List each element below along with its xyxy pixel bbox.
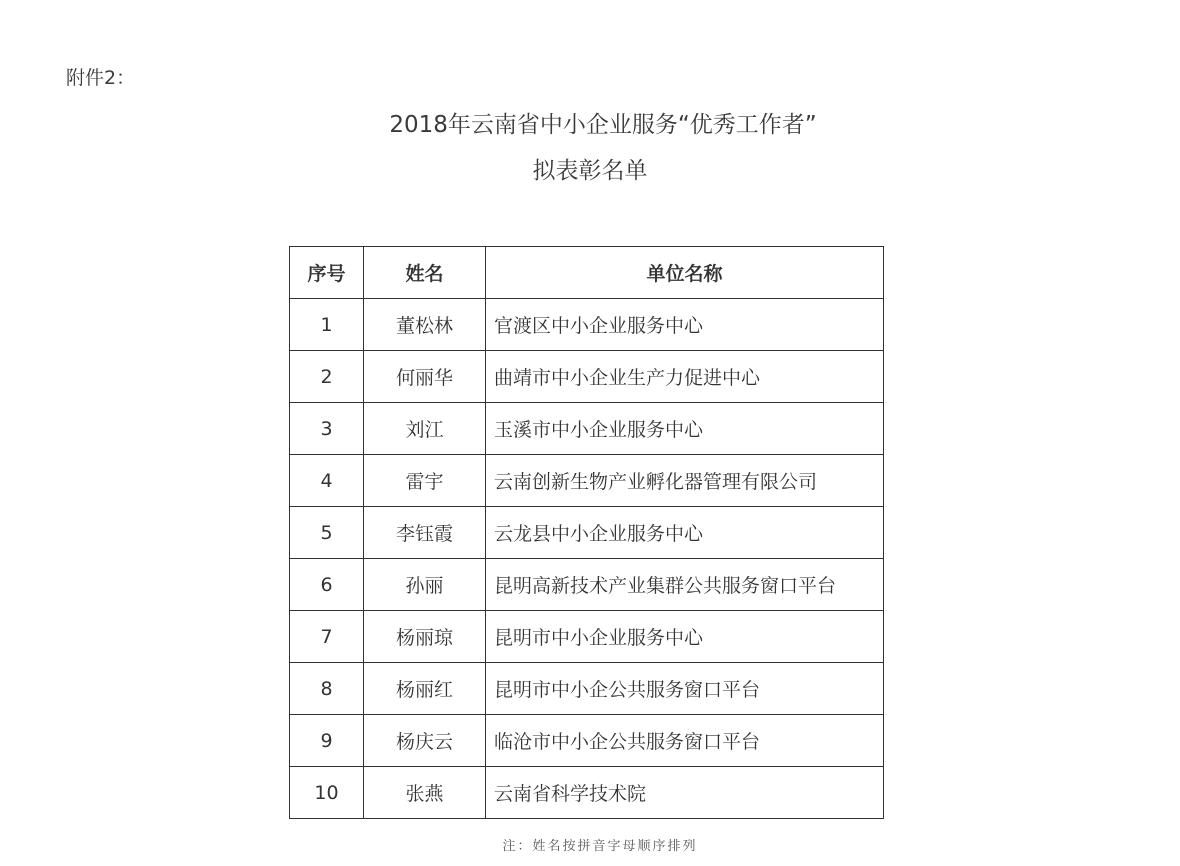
table-row — [290, 455, 884, 507]
row-index: 7 — [290, 611, 364, 663]
table-row — [290, 351, 884, 403]
row-index: 3 — [290, 403, 364, 455]
row-name: 雷宇 — [364, 455, 486, 507]
row-index: 1 — [290, 299, 364, 351]
row-name: 董松林 — [364, 299, 486, 351]
row-name: 孙丽 — [364, 559, 486, 611]
row-index: 5 — [290, 507, 364, 559]
table-row — [290, 663, 884, 715]
table-row — [290, 611, 884, 663]
row-organization: 昆明市中小企公共服务窗口平台 — [486, 663, 884, 715]
row-index: 10 — [290, 767, 364, 819]
row-organization: 昆明市中小企业服务中心 — [486, 611, 884, 663]
table-row — [290, 403, 884, 455]
commendation-table — [289, 246, 884, 819]
table-header-row — [290, 247, 884, 299]
row-organization: 曲靖市中小企业生产力促进中心 — [486, 351, 884, 403]
row-index: 9 — [290, 715, 364, 767]
table-row — [290, 767, 884, 819]
row-organization: 临沧市中小企公共服务窗口平台 — [486, 715, 884, 767]
row-name: 何丽华 — [364, 351, 486, 403]
row-organization: 官渡区中小企业服务中心 — [486, 299, 884, 351]
table-row — [290, 507, 884, 559]
row-name: 杨丽红 — [364, 663, 486, 715]
header-index: 序号 — [290, 247, 364, 299]
row-name: 刘江 — [364, 403, 486, 455]
footnote: 注：姓名按拼音字母顺序排列 — [502, 839, 698, 854]
row-organization: 云龙县中小企业服务中心 — [486, 507, 884, 559]
attachment-label: 附件2： — [66, 67, 136, 89]
header-name: 姓名 — [364, 247, 486, 299]
row-index: 4 — [290, 455, 364, 507]
row-name: 杨庆云 — [364, 715, 486, 767]
row-organization: 云南创新生物产业孵化器管理有限公司 — [486, 455, 884, 507]
table-row — [290, 299, 884, 351]
row-name: 张燕 — [364, 767, 486, 819]
row-name: 李钰霞 — [364, 507, 486, 559]
row-name: 杨丽琼 — [364, 611, 486, 663]
row-index: 2 — [290, 351, 364, 403]
header-organization: 单位名称 — [486, 247, 884, 299]
table-row — [290, 559, 884, 611]
row-organization: 玉溪市中小企业服务中心 — [486, 403, 884, 455]
table-row — [290, 715, 884, 767]
document-title: 2018年云南省中小企业服务“优秀工作者” — [389, 112, 817, 138]
document-subtitle: 拟表彰名单 — [532, 158, 648, 184]
row-index: 8 — [290, 663, 364, 715]
row-organization: 昆明高新技术产业集群公共服务窗口平台 — [486, 559, 884, 611]
row-index: 6 — [290, 559, 364, 611]
row-organization: 云南省科学技术院 — [486, 767, 884, 819]
